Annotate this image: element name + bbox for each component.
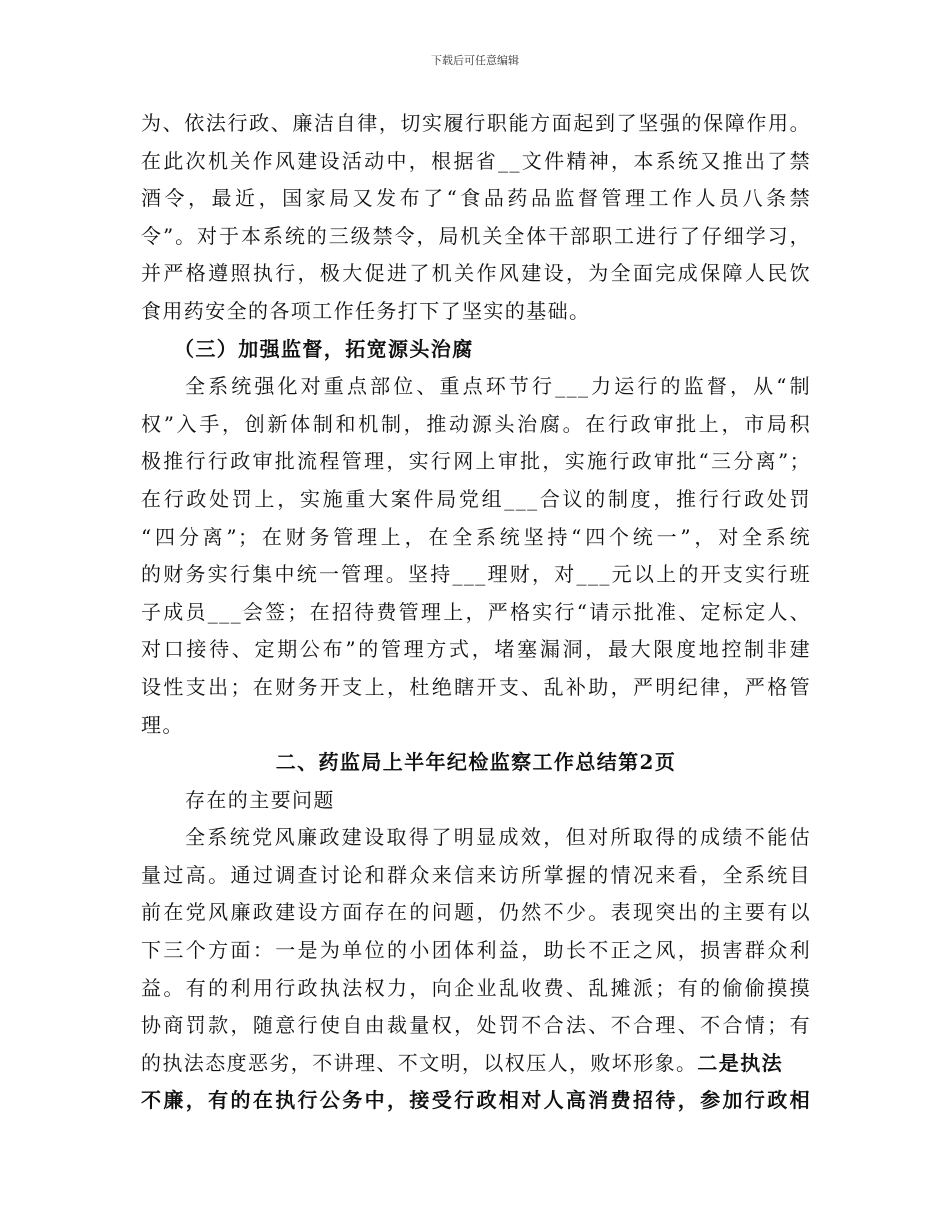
paragraph-line: 食用药安全的各项工作任务打下了坚实的基础。 (141, 298, 591, 323)
paragraph-line: 为、依法行政、廉洁自律，切实履行职能方面起到了坚强的保障作用。 (141, 111, 811, 135)
paragraph-line: 对口接待、定期公布”的管理方式，堵塞漏洞，最大限度地控制非建 (141, 637, 811, 662)
subsection-heading: 存在的主要问题 (185, 787, 335, 812)
paragraph-line: 极推行行政审批流程管理，实行网上审批，实施行政审批“三分离”； (141, 449, 811, 474)
paragraph-line (141, 1045, 811, 1083)
paragraph-line: 在行政处罚上，实施重大案件局党组___合议的制度，推行行政处罚 (141, 486, 811, 511)
paragraph-line: “四分离”；在财务管理上，在全系统坚持“四个统一”，对全系统 (141, 524, 811, 549)
paragraph-line: 子成员___会签；在招待费管理上，严格实行“请示批准、定标定人、 (141, 599, 811, 624)
paragraph-line: 理。 (141, 712, 184, 737)
paragraph-line: 在此次机关作风建设活动中，根据省__文件精神，本系统又推出了禁 (141, 148, 811, 173)
document-body (141, 105, 811, 1120)
paragraph-line: 酒令，最近，国家局又发布了“食品药品监督管理工作人员八条禁 (141, 186, 811, 211)
paragraph-text: 的执法态度恶劣，不讲理、不文明，以权压人，败坏形象。 (141, 1050, 698, 1075)
paragraph-line: 全系统强化对重点部位、重点环节行___力运行的监督，从“制 (185, 374, 811, 399)
paragraph-line: 下三个方面：一是为单位的小团体利益，助长不正之风，损害群众利 (141, 938, 811, 963)
bold-emphasis-text: 二是执法 (697, 1050, 784, 1075)
paragraph-line-bold: 不廉，有的在执行公务中，接受行政相对人高消费招待，参加行政相 (141, 1088, 811, 1113)
paragraph-line: 设性支出；在财务开支上，杜绝瞎开支、乱补助，严明纪律，严格管 (141, 674, 811, 699)
paragraph-line: 的财务实行集中统一管理。坚持___理财，对___元以上的开支实行班 (141, 562, 811, 587)
paragraph-line: 量过高。通过调查讨论和群众来信来访所掌握的情况来看，全系统目 (141, 862, 811, 887)
paragraph-line: 益。有的利用行政执法权力，向企业乱收费、乱摊派；有的偷偷摸摸 (141, 975, 811, 1000)
paragraph-line: 前在党风廉政建设方面存在的问题，仍然不少。表现突出的主要有以 (141, 900, 811, 925)
paragraph-line: 令”。对于本系统的三级禁令，局机关全体干部职工进行了仔细学习， (141, 223, 811, 248)
paragraph-line: 协商罚款，随意行使自由裁量权，处罚不合法、不合理、不合情；有 (141, 1013, 811, 1038)
section-heading: （三）加强监督，拓宽源头治腐 (174, 336, 474, 361)
paragraph-line: 并严格遵照执行，极大促进了机关作风建设，为全面完成保障人民饮 (141, 261, 811, 286)
paragraph-line: 权”入手，创新体制和机制，推动源头治腐。在行政审批上，市局积 (141, 411, 811, 436)
paragraph-line: 全系统党风廉政建设取得了明显成效，但对所取得的成绩不能估 (185, 825, 811, 850)
page-header: 下载后可任意编辑 (431, 54, 519, 67)
section-title: 二、药监局上半年纪检监察工作总结第2页 (275, 750, 677, 775)
